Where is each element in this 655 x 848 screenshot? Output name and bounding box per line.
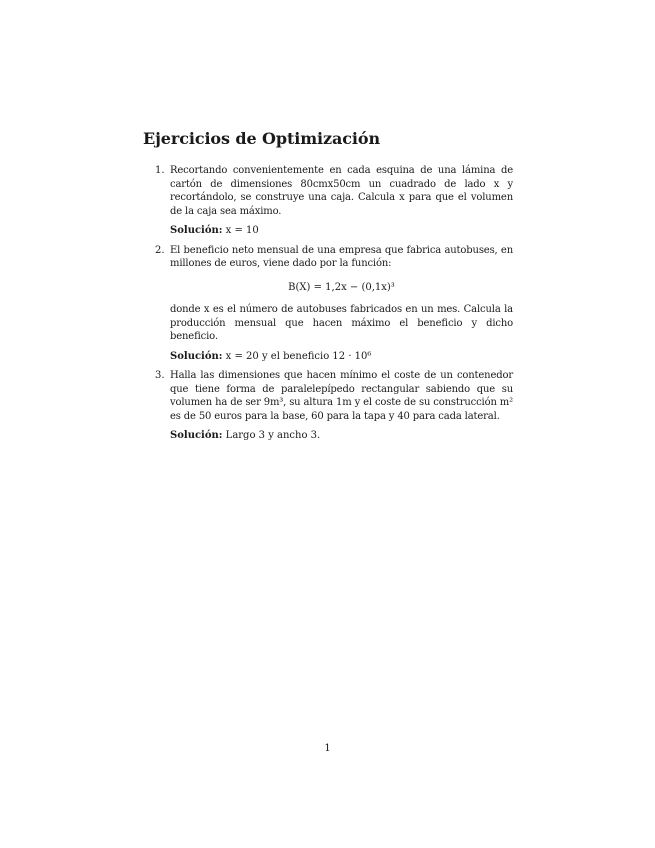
equation: B(X) = 1,2x − (0,1x)³: [288, 281, 395, 293]
solution-value: x = 20 y el beneficio 12 · 10⁶: [225, 350, 372, 362]
solution-label: Solución:: [170, 430, 223, 441]
problem-number: 1.: [155, 165, 165, 176]
solution-line: [170, 350, 513, 364]
problem-statement: Halla las dimensiones que hacen mínimo el coste de un contenedor que tiene forma de paralelepípedo rectangular sabiendo que su volumen ha de ser 9m³, su altura 1m y el coste de su construcción m² es de 50 euros para la base, 60 para la tapa y 40 para cada lateral.: [170, 370, 513, 422]
page-number: 1: [324, 743, 331, 754]
problem-number: 3.: [155, 370, 165, 381]
problem-item-2: [143, 244, 513, 364]
solution-value: Largo 3 y ancho 3.: [225, 430, 321, 441]
solution-label: Solución:: [170, 225, 223, 236]
solution-value: x = 10: [225, 225, 259, 236]
solution-label: Solución:: [170, 350, 223, 362]
solution-line: [170, 429, 513, 443]
problem-item-3: [143, 369, 513, 443]
solution-line: [170, 224, 513, 238]
page-title: Ejercicios de Optimización: [143, 129, 381, 148]
problem-number: 2.: [155, 244, 165, 256]
problem-statement: El beneficio neto mensual de una empresa que fabrica autobuses, en millones de euros, viene dado por la función:: [170, 244, 513, 269]
problem-item-1: [143, 164, 513, 238]
problem-statement-continued: donde x es el número de autobuses fabricados en un mes. Calcula la producción mensual que hacen máximo el beneficio y dicho beneficio.: [170, 304, 513, 342]
problem-statement: Recortando convenientemente en cada esquina de una lámina de cartón de dimensiones 80cmx50cm un cuadrado de lado x y recortándolo, se construye una caja. Calcula x para que el volumen de la caja sea máximo.: [170, 165, 513, 217]
problem-list: [143, 164, 513, 449]
